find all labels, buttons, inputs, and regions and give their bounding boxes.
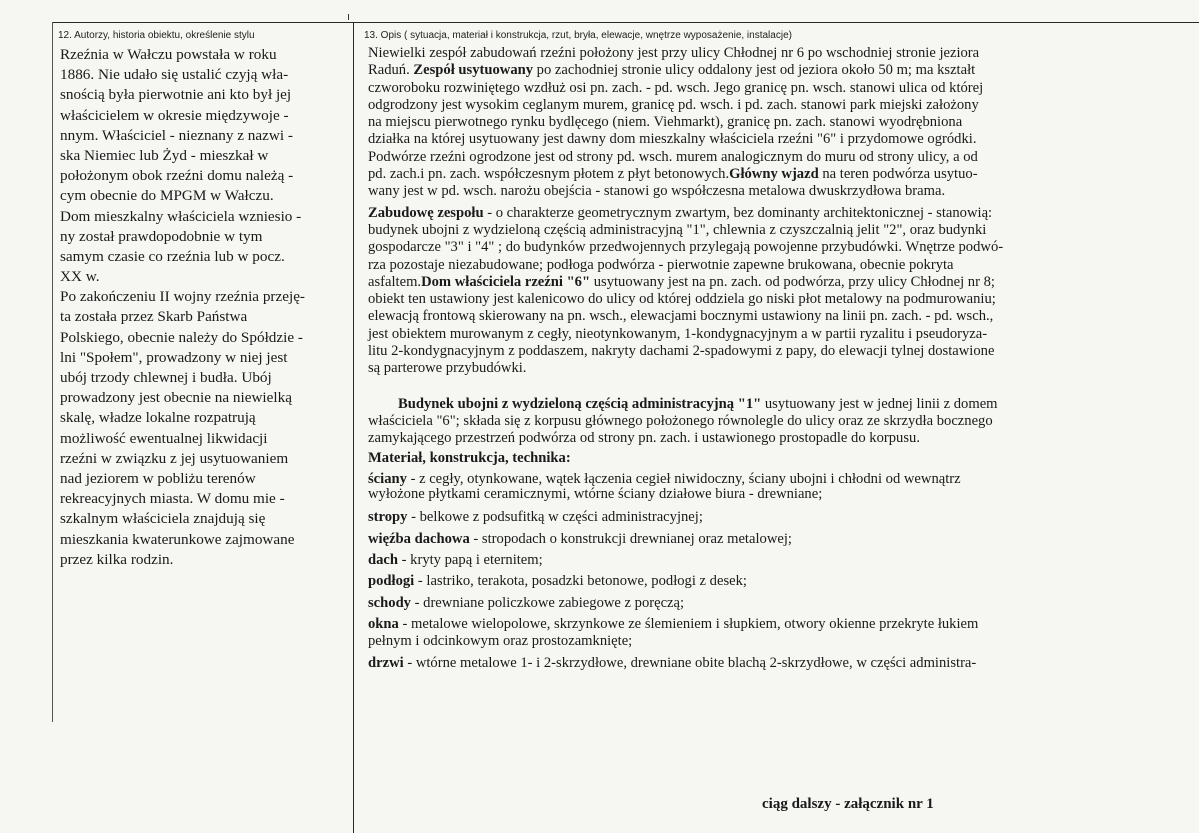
history-line: ta została przez Skarb Państwa [60, 308, 248, 326]
history-line: rzeźni w związku z jej usytuowaniem [60, 449, 289, 467]
history-line: samym czasie co rzeźnia lub w pocz. [60, 247, 285, 265]
material-description: - drewniane policzkowe zabiegowe z poręczą; [410, 594, 685, 611]
material-term: schody [368, 594, 411, 611]
material-term: drzwi [368, 654, 404, 671]
material-term: ściany [368, 470, 407, 487]
material-item [368, 552, 1180, 569]
history-line: właścicielem w okresie międzywoje - [60, 106, 289, 124]
material-item [368, 655, 1180, 672]
material-description: - kryty papą i eternitem; [398, 552, 543, 569]
text-line: jest obiektem murowanym z cegły, nieotynkowanym, 1-kondygnacyjnym a w partii ryzalitu i pseudoryza- [368, 325, 988, 342]
text-line: odgrodzony jest wysokim ceglanym murem, granicę pd. wsch. i pd. zach. stanowi park miejski założony [368, 96, 979, 113]
bold-term: Zespół usytuowany [413, 62, 534, 79]
history-line: Dom mieszkalny właściciela wzniesio - [60, 207, 302, 225]
material-item [368, 531, 1180, 548]
history-line: cym obecnie do MPGM w Wałczu. [60, 187, 274, 205]
history-line: XX w. [60, 268, 100, 286]
material-item [368, 509, 1180, 526]
materials-heading: Materiał, konstrukcja, technika: [368, 449, 571, 466]
material-term: podłogi [368, 573, 415, 590]
text-line: budynek ubojni z wydzieloną częścią administracyjną "1", chlewnia z czyszczalnią jelit "2", oraz budynki [368, 221, 987, 238]
history-line: Polskiego, obecnie należy do Spółdzie - [60, 328, 303, 346]
history-line: prowadzony jest obecnie na niewielką [60, 389, 292, 407]
text-line: wany jest w pd. wsch. narożu obejścia - stanowi go współczesna metalowa dwuskrzydłowa brama. [368, 183, 946, 200]
history-line: położonym obok rzeźni domu należą - [60, 167, 294, 185]
text-line: obiekt ten ustawiony jest kalenicowo do ulicy od której oddziela go niski płot metalowy na podmurowaniu; [368, 291, 996, 308]
section-12-header: 12. Autorzy, historia obiektu, określenie stylu [58, 30, 255, 41]
material-description: - belkowe z podsufitką w części administracyjnej; [407, 509, 703, 526]
text-line: Zabudowę zespołu - o charakterze geometrycznym zwartym, bez dominanty architektonicznej - stanowią: [368, 204, 993, 221]
top-border [52, 22, 1199, 23]
text-line: pd. zach.i pn. zach. współczesnym płotem z płyt betonowych.Główny wjazd na teren podwórza usytuo- [368, 166, 978, 183]
material-description: - stropodach o konstrukcji drewnianej oraz metalowej; [469, 530, 792, 547]
material-term: więźba dachowa [368, 530, 470, 547]
material-item [368, 595, 1180, 612]
bold-term: Budynek ubojni z wydzieloną częścią administracyjną "1" [398, 395, 762, 412]
text-line: Podwórze rzeźni ogrodzone jest od strony pd. wsch. murem analogicznym do muru od strony ulicy, a od [368, 148, 978, 165]
history-line: nad jeziorem w pobliżu terenów [60, 469, 256, 487]
history-line: ny został prawdopodobnie w tym [60, 227, 263, 245]
material-term: okna [368, 615, 399, 632]
history-line: możliwość ewentualnej likwidacji [60, 429, 268, 447]
history-line: Rzeźnia w Wałczu powstała w roku [60, 46, 277, 63]
text-line: Raduń. Zespół usytuowany po zachodniej stronie ulicy oddalony jest od jeziora około 50 m; ma kształt [368, 62, 976, 79]
left-border [52, 22, 53, 722]
material-description: - z cegły, otynkowane, wątek łączenia cegieł niwidoczny, ściany ubojni i chłodni od wewnątrz [406, 470, 961, 487]
material-item [368, 573, 1180, 590]
history-line: lni "Społem", prowadzony w niej jest [60, 348, 288, 366]
material-term: dach [368, 552, 399, 569]
history-text [60, 45, 347, 570]
text-line: rza pozostaje niezabudowane; podłoga podwórza - pierwotnie zapewne brukowana, obecnie pokryta [368, 256, 954, 273]
history-line: przez kilka rodzin. [60, 550, 174, 568]
materials-list [368, 471, 1180, 672]
material-description: - lastriko, terakota, posadzki betonowe, podłogi z desek; [414, 573, 747, 590]
column-divider [353, 22, 354, 833]
history-line: ska Niemiec lub Żyd - mieszkał w [60, 146, 269, 164]
continuation-note: ciąg dalszy - załącznik nr 1 [762, 796, 934, 812]
text-line: są parterowe przybudówki. [368, 360, 527, 377]
text-line: działka na której usytuowany jest dawny dom mieszkalny właściciela rzeźni "6" i przydomowe ogródki. [368, 131, 977, 148]
text-line: elewacją frontową skierowany na pn. wsch., elewacjami bocznymi ustawiony na linii pn. zach. - pd. wsch., [368, 308, 994, 325]
history-line: snością była pierwotnie ani kto był jej [60, 86, 292, 104]
material-description: - wtórne metalowe 1- i 2-skrzydłowe, drewniane obite blachą 2-skrzydłowe, w części administra- [403, 654, 977, 671]
section-13-header: 13. Opis ( sytuacja, materiał i konstrukcja, rzut, bryła, elewacje, wnętrze wyposażenie, instalacje) [364, 30, 792, 41]
history-line: szkalnym właściciela znajdują się [60, 510, 266, 528]
scan-mark [348, 14, 349, 20]
text-line: na miejscu pierwotnego rynku bydlęcego (niem. Viehmarkt), granicę pn. zach. stanowi wyodrębniona [368, 114, 963, 131]
history-line: mieszkania kwaterunkowe zajmowane [60, 530, 295, 548]
text-line: Budynek ubojni z wydzieloną częścią administracyjną "1" usytuowany jest w jednej linii z domem [398, 395, 998, 412]
bold-term: Główny wjazd [729, 166, 819, 183]
material-description-cont: wyłożone płytkami ceramicznymi, wtórne ściany działowe biura - drewniane; [368, 486, 823, 503]
history-line: ubój trzody chlewnej i budła. Ubój [60, 369, 272, 386]
text-line: asfaltem.Dom właściciela rzeźni "6" usytuowany jest na pn. zach. od podwórza, przy ulicy Chłodnej nr 8; [368, 273, 995, 290]
material-term: stropy [368, 509, 408, 526]
description-text [368, 45, 1180, 672]
text-line: litu 2-kondygnacyjnym z poddaszem, nakryty dachami 2-spadowymi z papy, do elewacji tylnej dostawione [368, 343, 995, 360]
history-line: Po zakończeniu II wojny rzeźnia przeję- [60, 288, 305, 306]
material-description: - metalowe wielopolowe, skrzynkowe ze ślemieniem i słupkiem, otwory okienne przekryte łukiem [398, 615, 979, 632]
history-line: rekreacyjnych miasta. W domu mie - [60, 490, 285, 508]
material-description-cont: pełnym i odcinkowym oraz prostozamknięte; [368, 633, 633, 650]
history-line: 1886. Nie udało się ustalić czyją wła- [60, 66, 289, 84]
bold-term: Dom właściciela rzeźni "6" [421, 273, 591, 290]
text-line: właściciela "6"; składa się z korpusu głównego położonego równolegle do ulicy oraz ze skrzydła bocznego [368, 412, 993, 429]
material-item [368, 616, 1180, 633]
text-line: gospodarcze "3" i "4" ; do budynków przedwojennych przylegają powojenne przybudówki. Wnętrze podwó- [368, 239, 1004, 256]
text-line: czworoboku rozwiniętego wzdłuż osi pn. zach. - pd. wsch. Jego granicę pn. wsch. stanowi ulica od której [368, 79, 984, 96]
history-line: skalę, władze lokalne rozpatrują [60, 409, 256, 427]
text-line: zamykającego przestrzeń podwórza od strony pn. zach. i ustawionego prostopadle do korpusu. [368, 430, 920, 447]
bold-term: Zabudowę zespołu [368, 204, 484, 221]
text-line: Niewielki zespół zabudowań rzeźni położony jest przy ulicy Chłodnej nr 6 po wschodniej stronie jeziora [368, 45, 980, 61]
history-line: nnym. Właściciel - nieznany z nazwi - [60, 126, 293, 144]
